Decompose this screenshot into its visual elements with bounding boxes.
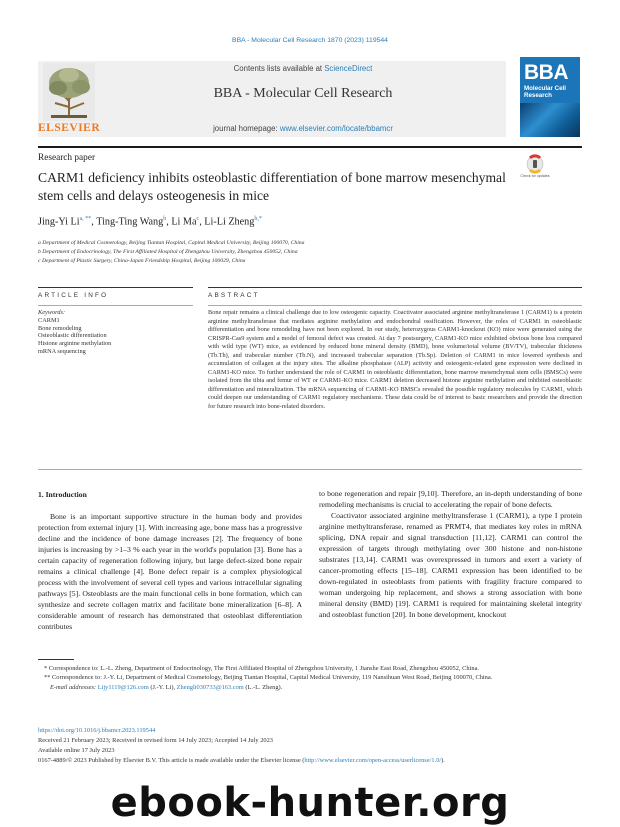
doi-link[interactable]: https://doi.org/10.1016/j.bbamcr.2023.119544 xyxy=(38,727,156,734)
author-name[interactable]: Ting-Ting Wang xyxy=(96,216,164,228)
cover-subtitle: Molecular Cell Research xyxy=(524,85,566,99)
elsevier-logo xyxy=(38,61,100,137)
check-updates-icon xyxy=(519,154,551,174)
article-info-sub-rule xyxy=(38,305,193,306)
author-name[interactable]: Li-Li Zheng xyxy=(204,216,255,228)
copyright-suffix: ). xyxy=(441,757,445,764)
body-paragraph: Coactivator associated arginine methyltransferase 1 (CARM1), a type I protein arginine methyltransferase, renamed as PRMT4, that mediates key roles in mRNA splicing, DNA repair and signal transduction [11,12]. CARM1 can control the expression of targets through methylating over 300 histone and non-histone substrates [13,14]. CARM1 was overexpressed in tumors and exert a variety of cancer-promoting effects [15–18]. CARM1 expression has been identified to be down-regulated in osteoblasts from patients with fragility fracture compared to woman undergoing hip replacement, and shows a strong association with bone mineral density (BMD) [19]. CARM1 is required for maintaining skeletal integrity and osteoblast function [20]. In bone development, knockout xyxy=(319,511,582,619)
correspondence-footnote: * Correspondence to: L.-L. Zheng, Department of Endocrinology, The First Affiliated Hospital of Zhengzhou University, 1 Jianshe East Road, Zhengzhou 450052, China. xyxy=(44,665,480,672)
abstract-top-rule xyxy=(208,287,582,288)
author-affiliation-mark[interactable]: b,* xyxy=(254,216,262,222)
sciencedirect-link[interactable]: ScienceDirect xyxy=(324,64,373,73)
body-column-right xyxy=(319,488,582,620)
header-divider xyxy=(38,146,582,148)
elsevier-tree-icon xyxy=(43,63,95,121)
check-for-updates-badge[interactable] xyxy=(519,154,551,186)
email-footnote xyxy=(38,683,582,692)
abstract-text: Bone repair remains a clinical challenge due to low osteogenic capacity. Coactivator associated arginine methyltransferase 1 (CARM1) is a protein arginine methyltransferase that mediates arginine methylation and endochondral ossification. However, the roles of CARM1 in osteoblastic differentiation and bone remodeling have not been explored. In our study, heterozygous CARM1-knockout (KO) mice were generated using the CRISPR-Cas9 system and a model of femoral defect was created. At day 7 postsurgery, CARM1-KO mice exhibited obvious bone loss compared with wild type (WT) mice, as evidenced by reduced bone mineral density (BMD), bone volume/total volume (BV/TV), trabecular thickness (Tb.Th), and trabecular number (Tb.N), and increased trabecular separation (Tb.Sp). Deletion of CARM1 in mice lowered synthesis and accumulation of collagen at the injury sites. The alkaline phosphatase (ALP) activity and osteogenic-related gene expression were declined in CARM1-KO mice. To further understand the role of CARM1 in osteoblastic differentiation, bone marrow mesenchymal stem cells (BMSCs) were isolated from the tibia and femur of WT or CARM1-KO mice. CARM1 deletion decreased histone arginine methylation and inhibited osteoblastic differentiation and mineralization. The mRNA sequencing of CARM1-KO BMSCs revealed the possible regulatory molecules by CARM1, which could deepen our understanding of CARM1 regulatory mechanisms. These data could be of interest to basic researchers and provide the direction for future research into bone-related disorders. xyxy=(208,309,582,411)
author-affiliation-mark[interactable]: a, ** xyxy=(79,216,92,222)
email-label: E-mail addresses: xyxy=(50,683,98,691)
keywords-label: Keywords: xyxy=(38,309,66,316)
introduction-heading: 1. Introduction xyxy=(38,490,87,499)
journal-homepage-link[interactable]: www.elsevier.com/locate/bbamcr xyxy=(279,124,393,133)
affiliation-b: b Department of Endocrinology, The First Affiliated Hospital of Zhengzhou University, Zhengzhou 450052, China xyxy=(38,249,298,255)
body-paragraph-continuation: to bone regeneration and repair [9,10]. Therefore, an in-depth understanding of bone remodeling mechanisms is crucial to accelerating the repair of bone defects. xyxy=(319,489,582,509)
keyword-item: Histone arginine methylation xyxy=(38,340,112,348)
author-name[interactable]: Jing-Yi Li xyxy=(38,216,80,228)
copyright-line xyxy=(38,757,586,764)
article-info-top-rule xyxy=(38,287,193,288)
footnote-rule xyxy=(38,659,74,660)
author-affiliation-mark[interactable]: b xyxy=(163,216,167,222)
contents-available-line xyxy=(100,64,506,73)
elsevier-wordmark: ELSEVIER xyxy=(38,122,101,134)
keyword-item: Osteoblastic differentiation xyxy=(38,332,107,340)
email-link[interactable]: Zhengli030733@163.com xyxy=(176,683,244,691)
cover-artwork xyxy=(520,103,580,137)
copyright-text: 0167-4889/© 2023 Published by Elsevier B.V. This article is made available under the Elsevier license ( xyxy=(38,757,305,764)
received-dates: Received 21 February 2023; Received in revised form 14 July 2023; Accepted 14 July 2023 xyxy=(38,737,273,744)
article-type: Research paper xyxy=(38,153,96,163)
body-paragraph: Bone is an important supportive structure in the human body and provides protection from external injury [1]. With increasing age, bone mass has a progressive decline and the incidence of bone damage increases [2]. The frequency of bone injuries is increasing by >1–3 % each year in the world's population [3]. Bone has a certain capacity of regeneration following injury, but large defect-sized bone repair remains a clinical challenge [4]. Bone defect repair is a complex physiological process with the involvement of several cell types and various intracellular signaling pathways [5]. Osteoblasts are the main functional cells in bone formation, which can synthesize and secrete collagen matrix and facilitate bone mineralization [6–8]. A considerable amount of research has demonstrated that osteoblast differentiation contributes xyxy=(38,512,302,631)
abstract-sub-rule xyxy=(208,305,582,306)
journal-homepage-line xyxy=(100,124,506,133)
journal-cover-thumbnail[interactable] xyxy=(520,57,580,137)
abstract-bottom-rule xyxy=(38,469,582,470)
abstract-heading: ABSTRACT xyxy=(208,292,260,299)
check-updates-label: Check for updates xyxy=(520,174,550,178)
affiliation-c: c Department of Plastic Surgery, China-Japan Friendship Hospital, Beijing 100029, China xyxy=(38,258,246,264)
author-name[interactable]: Li Ma xyxy=(171,216,197,228)
keyword-item: mRNA sequencing xyxy=(38,347,86,355)
cover-title: BBA xyxy=(524,61,568,84)
keywords-block xyxy=(38,309,193,356)
watermark-text: ebook-hunter.org xyxy=(110,780,510,826)
license-link[interactable]: http://www.elsevier.com/open-access/userlicense/1.0/ xyxy=(304,757,442,764)
author-list: Jing-Yi $Li^{a, **}$, Ting-Ting Wang$^b$, Li Ma$^c$, Li-Li Zheng$^{b,*}$ xyxy=(38,216,262,228)
footnotes xyxy=(38,664,582,692)
available-online-date: Available online 17 July 2023 xyxy=(38,747,115,754)
correspondence-footnote: ** Correspondence to: J.-Y. Li, Department of Medical Cosmetology, Beijing Tiantan Hospital, Capital Medical University, 119 Nansihuan West Road, Beijing 100070, China. xyxy=(44,674,493,682)
article-info-heading: ARTICLE INFO xyxy=(38,292,109,299)
contents-prefix: Contents lists available at xyxy=(233,64,325,73)
keyword-item: CARM1 xyxy=(38,316,60,324)
affiliation-a: a Department of Medical Cosmetology, Beijing Tiantan Hospital, Capital Medical University, Beijing 100070, China xyxy=(38,240,305,246)
email-owner: (J.-Y. Li), xyxy=(148,683,177,691)
author-affiliation-mark[interactable]: c xyxy=(196,216,200,222)
journal-title: BBA - Molecular Cell Research xyxy=(213,86,393,101)
email-owner: (L.-L. Zheng). xyxy=(243,683,283,691)
keyword-item: Bone remodeling xyxy=(38,324,82,332)
journal-reference[interactable]: BBA - Molecular Cell Research 1870 (2023) 119544 xyxy=(232,37,388,44)
homepage-prefix: journal homepage: xyxy=(213,124,280,133)
body-column-left xyxy=(38,511,302,632)
paper-title: CARM1 deficiency inhibits osteoblastic differentiation of bone marrow mesenchymal stem cells and delays osteogenesis in mice xyxy=(38,170,506,203)
email-link[interactable]: Lijy1119@126.com xyxy=(97,683,149,691)
